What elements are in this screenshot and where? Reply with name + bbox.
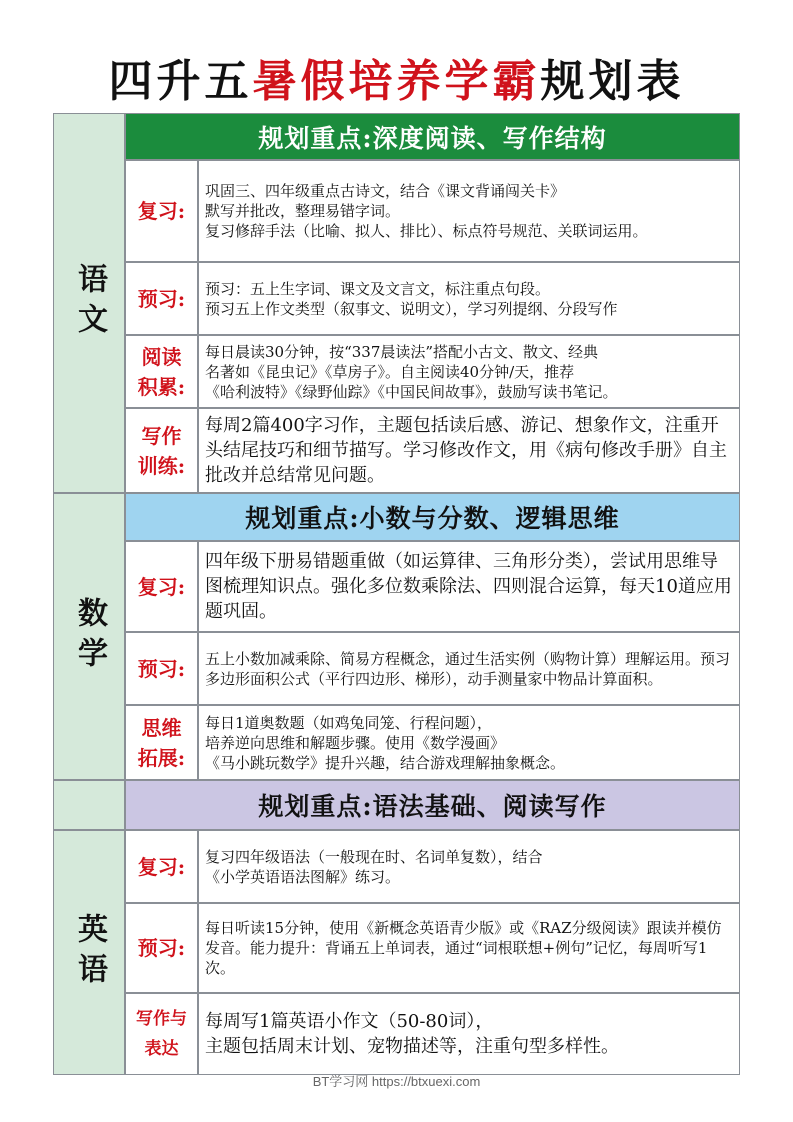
content-text [205,342,618,402]
content-cell [198,903,740,993]
row-label: 阅读积累: [125,335,198,408]
content-cell [198,160,740,262]
content-text [205,713,565,773]
content-text [205,1009,619,1059]
content-text [205,279,618,319]
subject-blank-cell [53,780,125,830]
content-line: 主题包括周末计划、宠物描述等，注重句型多样性。 [205,1036,619,1057]
subject-english: 英语 [53,830,125,1075]
content-text [205,649,733,689]
row-label: 思维拓展: [125,705,198,780]
content-line: 四年级下册易错题重做（如运算律、三角形分类），尝试用思维导图梳理知识点。强化多位数乘除法、四则混合运算，每天10道应用题巩固。 [205,551,732,622]
content-text [205,181,648,241]
page-title [0,52,793,112]
content-cell [198,830,740,903]
content-cell [198,408,740,493]
content-line: 《小学英语语法图解》练习。 [205,867,401,886]
title-highlight: 暑假培养学霸 [252,56,541,107]
content-line: 名著如《昆虫记》《草房子》。自主阅读40分钟/天，推荐 [205,362,575,381]
footer-watermark: BT学习网 https://btxuexi.com [312,1074,481,1089]
row-label: 写作与表达 [125,993,198,1075]
section-header-chinese: 规划重点:深度阅读、写作结构 [125,113,740,160]
row-label: 复习: [125,541,198,632]
content-line: 默写并批改，整理易错字词。 [205,202,401,220]
content-text [205,847,543,887]
content-line: 复习修辞手法（比喻、拟人、排比）、标点符号规范、关联词运用。 [205,222,648,240]
content-cell [198,705,740,780]
content-line: 每日晨读30分钟，按“337晨读法”搭配小古文、散文、经典 [205,342,599,361]
title-part: 四升五 [108,56,253,107]
content-line: 《马小跳玩数学》提升兴趣，结合游戏理解抽象概念。 [205,753,566,772]
content-line: 培养逆向思维和解题步骤。使用《数学漫画》 [205,733,506,752]
content-line: 每日听读15分钟，使用《新概念英语青少版》或《RAZ分级阅读》跟读并模仿发音。能力提升：背诵五上单词表，通过“词根联想+例句”记忆，每周听写1次。 [205,919,722,977]
row-label: 预习: [125,262,198,335]
content-cell [198,335,740,408]
content-text [205,549,733,624]
row-label: 预习: [125,903,198,993]
content-line: 预习：五上生字词、课文及文言文，标注重点句段。 [205,279,551,298]
section-header-math: 规划重点:小数与分数、逻辑思维 [125,493,740,541]
subject-math: 数学 [53,493,125,780]
content-line: 巩固三、四年级重点古诗文，结合《课文背诵闯关卡》 [205,182,566,200]
content-line: 每日1道奥数题（如鸡兔同笼、行程问题）， [205,713,493,732]
content-cell [198,541,740,632]
content-line: 《哈利波特》《绿野仙踪》《中国民间故事》，鼓励写读书笔记。 [205,382,618,401]
content-text [205,413,733,488]
section-header-english: 规划重点:语法基础、阅读写作 [125,780,740,830]
title-part: 规划表 [540,56,685,107]
row-label: 复习: [125,160,198,262]
content-line: 预习五上作文类型（叙事文、说明文），学习列提纲、分段写作 [205,299,618,318]
subject-chinese: 语文 [53,113,125,493]
row-label: 写作训练: [125,408,198,493]
row-label: 预习: [125,632,198,705]
content-line: 每周写1篇英语小作文（50-80词）， [205,1011,494,1032]
content-cell [198,993,740,1075]
row-label: 复习: [125,830,198,903]
content-line: 复习四年级语法（一般现在时、名词单复数），结合 [205,847,543,866]
content-line: 每周2篇400字习作，主题包括读后感、游记、想象作文，注重开头结尾技巧和细节描写。学习修改作文，用《病句修改手册》自主批改并总结常见问题。 [205,415,727,486]
content-cell [198,632,740,705]
content-text [205,918,733,978]
content-line: 五上小数加减乘除、简易方程概念，通过生活实例（购物计算）理解运用。预习多边形面积公式（平行四边形、梯形），动手测量家中物品计算面积。 [205,649,731,688]
content-cell [198,262,740,335]
